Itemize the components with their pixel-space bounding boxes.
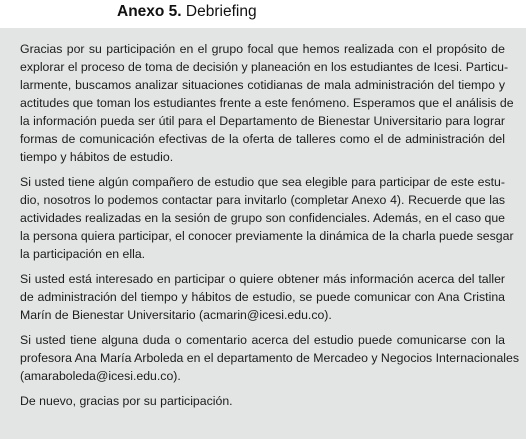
text-line: la información pueda ser útil para el Departamento de Bienestar Universitario para lograr — [20, 114, 505, 128]
paragraph-thanks — [20, 40, 514, 166]
text-line: Si usted tiene algún compañero de estudio que sea elegible para participar de este estu- — [20, 175, 505, 189]
text-line: Si usted tiene alguna duda o comentario acerca del estudio puede comunicarse con la — [20, 333, 505, 347]
text-line: dio, nosotros lo podemos contactar para invitarlo (completar Anexo 4). Recuerde que las — [20, 193, 505, 207]
text-line: formas de comunicación efectivas de la oferta de talleres como el de administración del — [20, 132, 505, 146]
text-line: la participación en ella. — [20, 247, 146, 261]
text-line: Si usted está interesado en participar o quiere obtener más información acerca del taller — [20, 272, 505, 286]
text-line: de administración del tiempo y hábitos de estudio, se puede comunicar con Ana Cristina — [20, 290, 505, 304]
text-line: actitudes que toman los estudiantes frente a este fenómeno. Esperamos que el análisis de — [20, 96, 514, 110]
annex-number: Anexo 5. — [117, 3, 182, 20]
paragraph-workshop-contact — [20, 270, 505, 324]
debriefing-body — [20, 40, 520, 410]
paragraph-closing — [20, 392, 505, 410]
text-line: actividades realizadas en la sesión de grupo son confidenciales. Además, en el caso que — [20, 211, 505, 225]
text-line: Marín de Bienestar Universitario (acmarin@icesi.edu.co). — [20, 308, 332, 322]
text-line: Gracias por su participación en el grupo focal que hemos realizada con el propósito de — [20, 42, 505, 56]
text-line: (amaraboleda@icesi.edu.co). — [20, 369, 181, 383]
annex-title — [117, 3, 257, 21]
text-line: profesora Ana María Arboleda en el departamento de Mercadeo y Negocios Internacionales — [20, 351, 520, 365]
text-line: tiempo y hábitos de estudio. — [20, 150, 174, 164]
text-line: larmente, buscamos analizar situaciones cotidianas de mala administración del tiempo y — [20, 78, 505, 92]
paragraph-study-contact — [20, 331, 520, 385]
text-line: explorar el proceso de toma de decisión y planeación en los estudiantes de Icesi. Particu- — [20, 60, 509, 74]
text-line: la persona quiera participar, el conocer previamente la dinámica de la charla puede sesgar — [20, 229, 514, 243]
text-line: De nuevo, gracias por su participación. — [20, 394, 233, 408]
annex-name: Debriefing — [185, 3, 257, 20]
debriefing-panel — [0, 28, 526, 439]
document-header — [0, 0, 526, 28]
paragraph-referral — [20, 173, 514, 263]
